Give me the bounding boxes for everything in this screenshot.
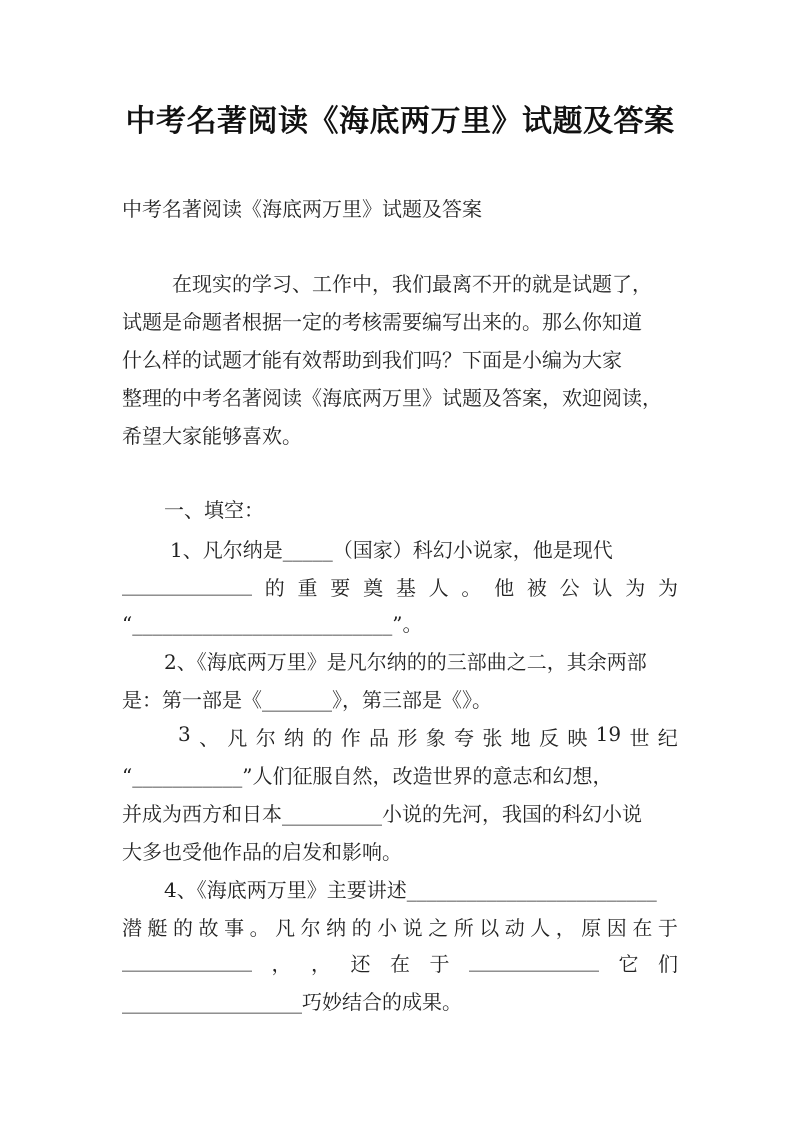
- q4-line-2-char: ，: [555, 916, 576, 940]
- q4-line-2-char: 所: [453, 916, 474, 940]
- q3-line-1: [178, 722, 678, 751]
- document-title: 中考名著阅读《海底两万里》试题及答案: [125, 104, 675, 139]
- intro-line-2: 试题是命题者根据一定的考核需要编写出来的。那么你知道: [122, 310, 642, 334]
- q3-line-1-char: 、: [199, 726, 220, 750]
- q3-line-1-char: 映: [567, 726, 588, 750]
- q1-line-2-char: 他: [494, 576, 515, 600]
- q4-line-2-char: 动: [504, 916, 525, 940]
- q1-line-2-char: 重: [297, 576, 318, 600]
- q4-line-2: [122, 912, 678, 941]
- q4-line-3-char: 在: [390, 952, 410, 976]
- q4-line-2-char: 事: [224, 916, 245, 940]
- q3-line-1-char: 纳: [284, 726, 305, 750]
- q1-line-2-char: 认: [592, 576, 613, 600]
- q3-line-1-char: 形: [397, 726, 418, 750]
- q4-line-2-char: 因: [606, 916, 627, 940]
- q4-line-2-char: 故: [198, 916, 219, 940]
- q4-line-2-char: 之: [428, 916, 449, 940]
- q4-line-2-char: 。: [249, 916, 270, 940]
- q1-line-2-char: 要: [330, 576, 351, 600]
- q4-line-3-char: 还: [350, 952, 371, 976]
- intro-line-5: 希望大家能够喜欢。: [122, 424, 302, 448]
- q3-line-1-char: 反: [539, 726, 559, 750]
- q3-line-3: 并成为西方和日本__________小说的先河，我国的科幻小说: [122, 802, 642, 826]
- q4-line-3-char: 它: [618, 952, 639, 976]
- q4-line-2-char: 的: [351, 916, 372, 940]
- q1-line-2-char: 人: [428, 576, 449, 600]
- q3-line-1-char: 纪: [657, 726, 678, 750]
- q1-line-2-char: 为: [625, 576, 646, 600]
- q1-line-2-char: 被: [526, 576, 547, 600]
- q4-line-2-char: 人: [530, 916, 551, 940]
- q4-line-2-char: 的: [173, 916, 194, 940]
- q4-line-2-char: 原: [581, 916, 602, 940]
- q3-line-1-char: 凡: [227, 726, 248, 750]
- q1-line-2-char: 奠: [363, 576, 384, 600]
- q4-line-1: 4、《海底两万里》主要讲述_________________________: [164, 878, 657, 902]
- q4-line-2-char: 在: [632, 916, 653, 940]
- q3-line-1-char: 尔: [255, 726, 276, 750]
- q1-line-2-char: 的: [264, 576, 285, 600]
- q1-line-2-blank: _____________: [122, 572, 252, 596]
- q4-line-3-char: ，: [311, 952, 331, 976]
- q4-line-2-char: 小: [377, 916, 398, 940]
- q3-line-1-char: 夸: [454, 726, 475, 750]
- q3-line-1-char: 象: [425, 726, 446, 750]
- q4-line-2-char: 说: [402, 916, 423, 940]
- q4-line-3-char: ，: [271, 952, 292, 976]
- q4-line-3-blank: _____________: [122, 948, 252, 972]
- q3-line-1-char: 地: [510, 726, 531, 750]
- q3-line-1-char: 品: [369, 726, 390, 750]
- q4-line-2-char: 于: [657, 916, 678, 940]
- q3-line-2: “___________”人们征服自然，改造世界的意志和幻想，: [122, 764, 613, 788]
- section-heading: 一、填空：: [164, 498, 264, 522]
- subtitle: 中考名著阅读《海底两万里》试题及答案: [122, 197, 482, 221]
- q4-line-3-char: 们: [658, 952, 678, 976]
- q1-line-2-char: 。: [461, 576, 482, 600]
- q4-line-3-char: 于: [429, 952, 450, 976]
- q1-line-2-char: 基: [395, 576, 416, 600]
- q4-line-3: [122, 948, 678, 977]
- q4-line-2-char: 纳: [326, 916, 347, 940]
- q2-line-2: 是：第一部是《_______》，第三部是《》。: [122, 688, 492, 712]
- intro-line-1: 在现实的学习、工作中，我们最离不开的就是试题了，: [172, 272, 652, 296]
- q2-line-1: 2、《海底两万里》是凡尔纳的的三部曲之二，其余两部: [164, 650, 647, 674]
- intro-line-3: 什么样的试题才能有效帮助到我们吗？下面是小编为大家: [122, 348, 622, 372]
- q1-line-2: [122, 572, 678, 601]
- q3-line-1-char: 3: [178, 722, 191, 746]
- q3-line-1-char: 张: [482, 726, 503, 750]
- q4-line-2-char: 尔: [300, 916, 321, 940]
- q3-line-1-char: 19: [595, 722, 622, 746]
- intro-line-4: 整理的中考名著阅读《海底两万里》试题及答案，欢迎阅读，: [122, 386, 662, 410]
- q4-line-2-char: 潜: [122, 916, 142, 940]
- q1-line-1: 1、凡尔纳是_____（国家）科幻小说家，他是现代: [170, 538, 613, 562]
- q4-line-3-blank: _____________: [469, 948, 599, 972]
- q3-line-1-char: 作: [340, 726, 361, 750]
- q4-line-4: __________________巧妙结合的成果。: [122, 990, 462, 1014]
- q3-line-4: 大多也受他作品的启发和影响。: [122, 840, 402, 864]
- q1-line-3: “__________________________”。: [122, 612, 423, 636]
- q4-line-2-char: 以: [479, 916, 500, 940]
- q4-line-2-char: 艇: [147, 916, 168, 940]
- q4-line-2-char: 凡: [275, 916, 296, 940]
- q3-line-1-char: 的: [312, 726, 333, 750]
- q1-line-2-char: 公: [559, 576, 580, 600]
- q3-line-1-char: 世: [629, 726, 650, 750]
- q1-line-2-char: 为: [657, 576, 678, 600]
